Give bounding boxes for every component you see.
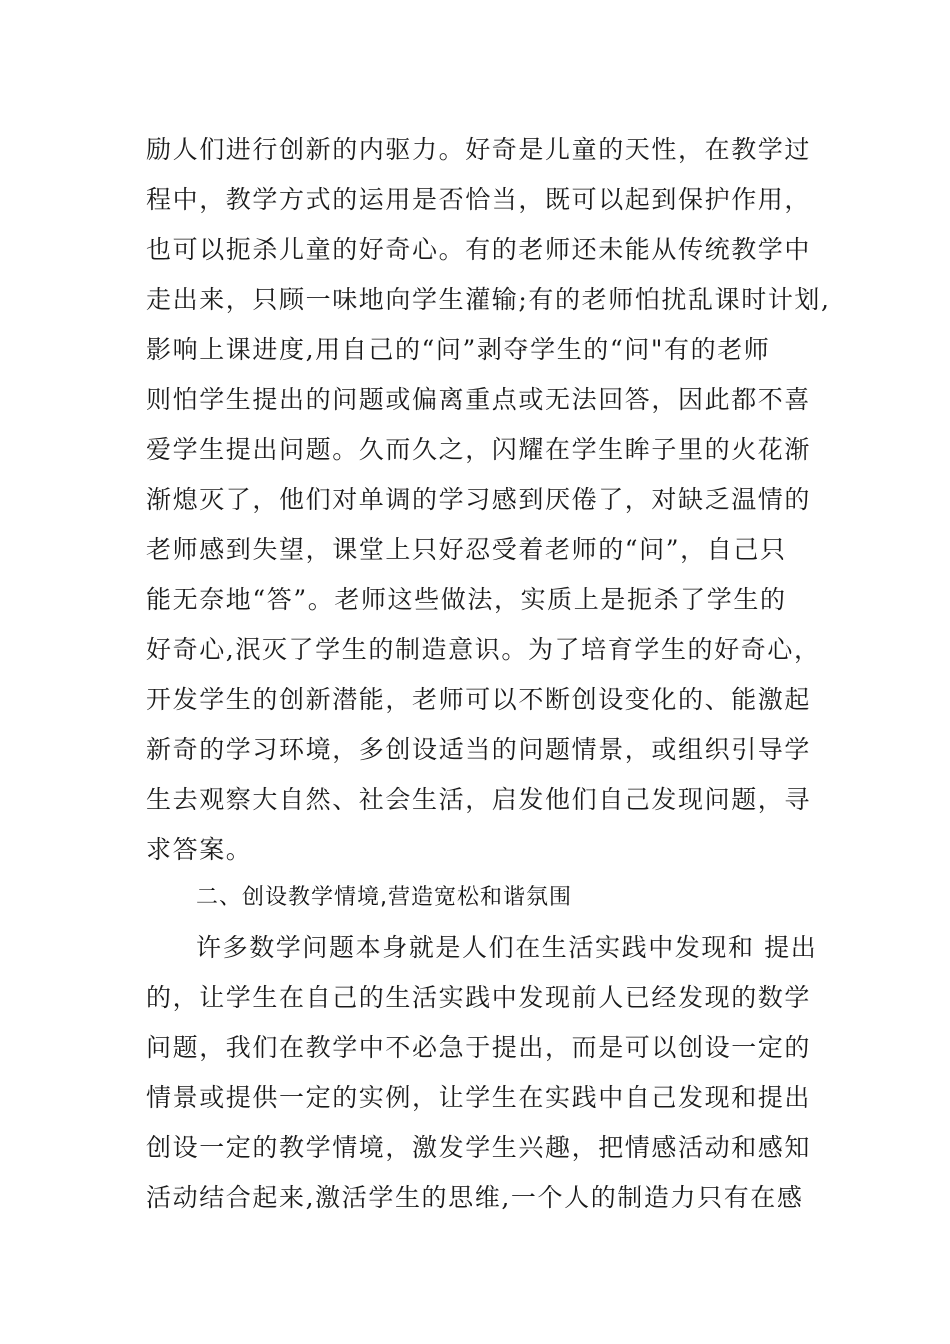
paragraph-2-line: 问题，我们在教学中不必急于提出，而是可以创设一定的 bbox=[146, 1033, 812, 1062]
paragraph-1-line: 影响上课进度,用自己的“问”剥夺学生的“问"有的老师 bbox=[146, 335, 771, 364]
paragraph-2-line: 许多数学问题本身就是人们在生活实践中发现和 提出 bbox=[196, 933, 818, 962]
paragraph-1-line: 励人们进行创新的内驱力。好奇是儿童的天性，在教学过 bbox=[146, 135, 812, 164]
paragraph-1-line: 开发学生的创新潜能，老师可以不断创设变化的、能激起 bbox=[146, 685, 812, 714]
paragraph-1-line: 程中，教学方式的运用是否恰当，既可以起到保护作用， bbox=[146, 185, 812, 214]
paragraph-2-line: 创设一定的教学情境，激发学生兴趣，把情感活动和感知 bbox=[146, 1133, 812, 1162]
section-heading: 二、创设教学情境,营造宽松和谐氛围 bbox=[196, 885, 572, 910]
paragraph-1-line: 老师感到失望，课堂上只好忍受着老师的“问”，自己只 bbox=[146, 535, 787, 564]
paragraph-1-line: 爱学生提出问题。久而久之，闪耀在学生眸子里的火花渐 bbox=[146, 435, 812, 464]
paragraph-2-line: 情景或提供一定的实例，让学生在实践中自己发现和提出 bbox=[146, 1083, 812, 1112]
paragraph-1-line: 生去观察大自然、社会生活，启发他们自己发现问题，寻 bbox=[146, 785, 812, 814]
paragraph-1-line: 好奇心,泯灭了学生的制造意识。为了培育学生的好奇心， bbox=[146, 635, 821, 664]
paragraph-1-line: 能无奈地“答”。老师这些做法，实质上是扼杀了学生的 bbox=[146, 585, 787, 614]
paragraph-1-line: 也可以扼杀儿童的好奇心。有的老师还未能从传统教学中 bbox=[146, 235, 812, 264]
paragraph-1-line: 则怕学生提出的问题或偏离重点或无法回答，因此都不喜 bbox=[146, 385, 812, 414]
paragraph-2-line: 的，让学生在自己的生活实践中发现前人已经发现的数学 bbox=[146, 983, 812, 1012]
paragraph-1-line: 走出来，只顾一味地向学生灌输;有的老师怕扰乱课时计划, bbox=[146, 285, 831, 314]
paragraph-1-line: 新奇的学习环境，多创设适当的问题情景，或组织引导学 bbox=[146, 735, 812, 764]
paragraph-2-line: 活动结合起来,激活学生的思维,一个人的制造力只有在感 bbox=[146, 1183, 804, 1212]
paragraph-1-line: 渐熄灭了，他们对单调的学习感到厌倦了，对缺乏温情的 bbox=[146, 485, 812, 514]
paragraph-1-line: 求答案。 bbox=[146, 835, 253, 864]
